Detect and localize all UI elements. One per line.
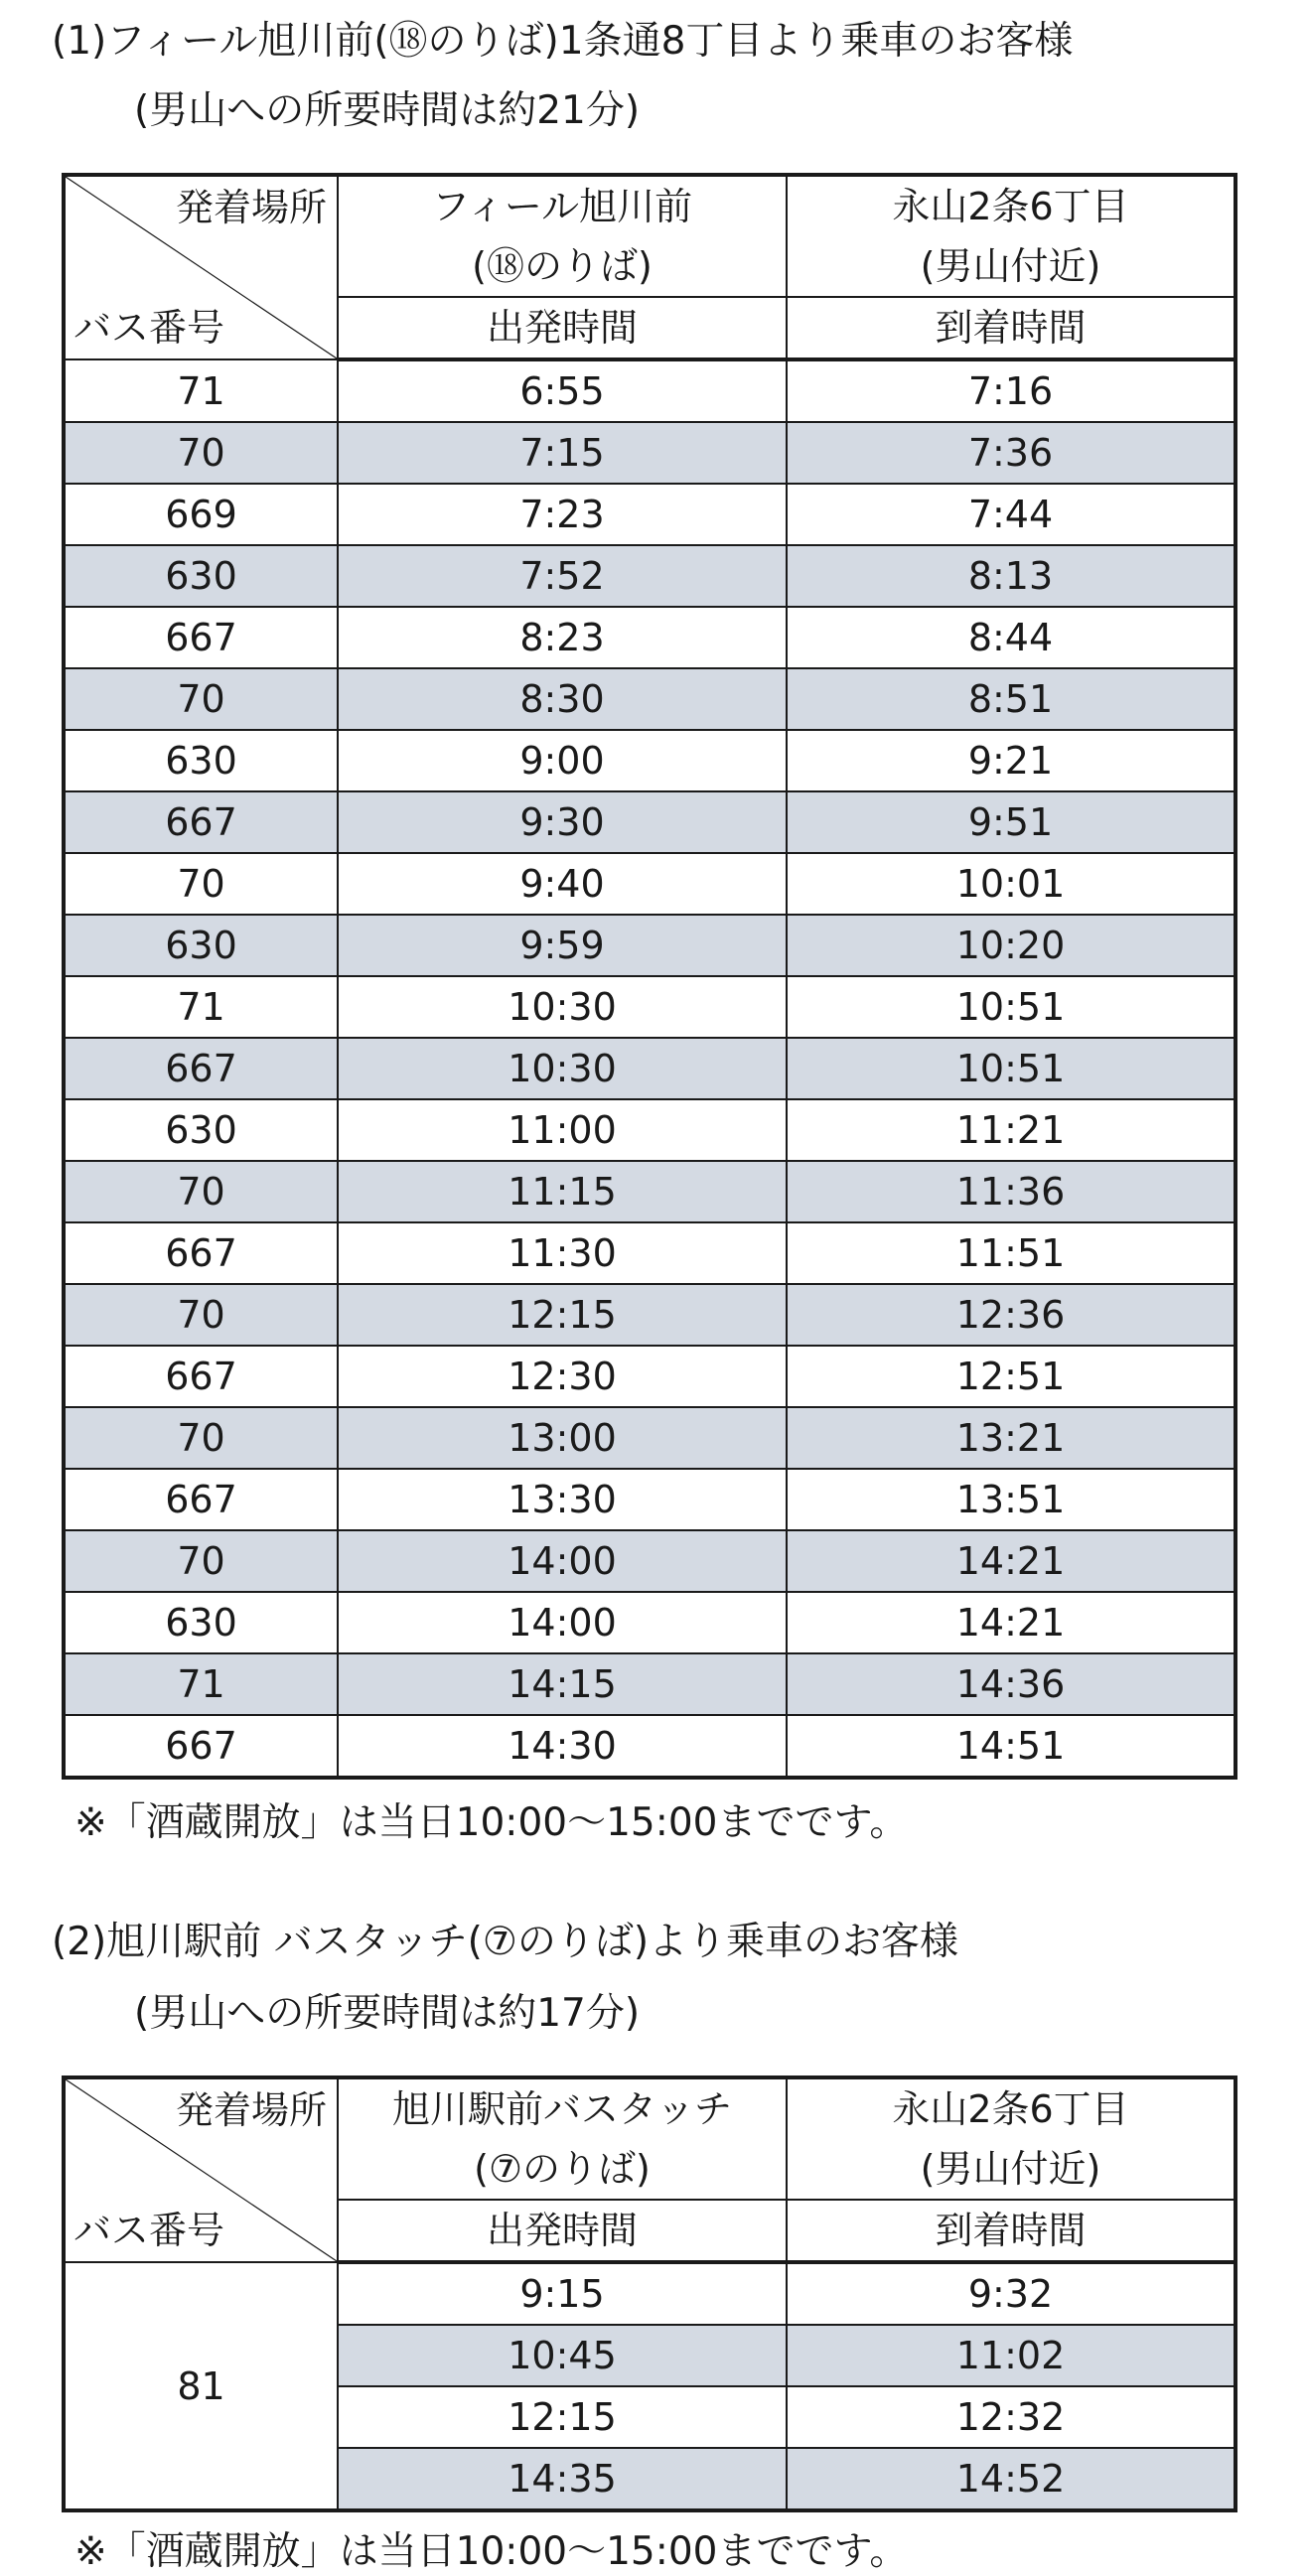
arrival-time-cell: 12:51 <box>787 1346 1235 1407</box>
departure-time-cell: 12:30 <box>338 1346 787 1407</box>
departure-time-cell: 11:30 <box>338 1222 787 1284</box>
departure-time-cell: 10:30 <box>338 1038 787 1099</box>
departure-time-cell: 14:15 <box>338 1653 787 1715</box>
arrival-time-cell: 9:21 <box>787 730 1235 791</box>
table-row <box>64 853 1235 915</box>
section2-subheading: (男山への所要時間は約17分) <box>134 1991 641 2036</box>
departure-time-cell: 9:15 <box>338 2262 787 2325</box>
arrival-time-cell: 14:51 <box>787 1715 1235 1778</box>
bus-number-cell: 667 <box>64 1222 338 1284</box>
departure-time-cell: 12:15 <box>338 2386 787 2448</box>
departure-time-cell: 8:23 <box>338 607 787 668</box>
departure-time-cell: 10:45 <box>338 2325 787 2386</box>
bus-number-cell: 630 <box>64 730 338 791</box>
table-row <box>64 607 1235 668</box>
departure-time-cell: 7:23 <box>338 484 787 545</box>
departure-time-cell: 14:00 <box>338 1592 787 1653</box>
table-row <box>64 2262 1235 2325</box>
arrival-time-cell: 11:36 <box>787 1161 1235 1222</box>
arrival-time-cell: 12:32 <box>787 2386 1235 2448</box>
timetable-1 <box>62 173 1237 1780</box>
departure-time-header: 出発時間 <box>338 2200 787 2262</box>
table-row <box>64 1530 1235 1592</box>
to-stop-name: 永山2条6丁目 <box>892 185 1129 228</box>
corner-header-cell <box>64 2077 338 2262</box>
arrival-time-cell: 13:51 <box>787 1469 1235 1530</box>
arrival-time-cell: 12:36 <box>787 1284 1235 1346</box>
table-row <box>64 1038 1235 1099</box>
table-row <box>64 1715 1235 1778</box>
bus-number-cell: 630 <box>64 1592 338 1653</box>
table-row <box>64 1469 1235 1530</box>
departure-time-cell: 8:30 <box>338 668 787 730</box>
section1-note: ※「酒蔵開放」は当日10:00〜15:00までです。 <box>74 1800 909 1845</box>
bus-number-cell: 71 <box>64 976 338 1038</box>
corner-bus-label: バス番号 <box>73 2209 225 2252</box>
departure-time-header: 出発時間 <box>338 297 787 359</box>
table-row <box>64 1161 1235 1222</box>
section1-subheading: (男山への所要時間は約21分) <box>134 88 641 133</box>
arrival-time-cell: 14:36 <box>787 1653 1235 1715</box>
bus-number-cell: 71 <box>64 359 338 422</box>
departure-time-cell: 11:00 <box>338 1099 787 1161</box>
bus-number-cell: 667 <box>64 1038 338 1099</box>
table-row <box>64 484 1235 545</box>
bus-number-cell: 70 <box>64 1161 338 1222</box>
to-stop-area: (男山付近) <box>920 2147 1101 2191</box>
departure-time-cell: 12:15 <box>338 1284 787 1346</box>
bus-number-cell: 667 <box>64 1346 338 1407</box>
arrival-time-cell: 14:52 <box>787 2448 1235 2510</box>
section1-heading: (1)フィール旭川前(⑱のりば)1条通8丁目より乗車のお客様 <box>52 19 1074 64</box>
bus-number-cell: 630 <box>64 1099 338 1161</box>
bus-number-cell: 667 <box>64 1469 338 1530</box>
table-row <box>64 359 1235 422</box>
bus-number-cell: 70 <box>64 1284 338 1346</box>
departure-time-cell: 9:00 <box>338 730 787 791</box>
arrival-time-cell: 8:51 <box>787 668 1235 730</box>
bus-number-cell: 70 <box>64 1407 338 1469</box>
table-row <box>64 1099 1235 1161</box>
bus-number-cell: 669 <box>64 484 338 545</box>
bus-number-cell: 81 <box>64 2262 338 2510</box>
departure-time-cell: 7:15 <box>338 422 787 484</box>
arrival-time-cell: 11:51 <box>787 1222 1235 1284</box>
table-row <box>64 422 1235 484</box>
table-row <box>64 1346 1235 1407</box>
departure-time-cell: 13:30 <box>338 1469 787 1530</box>
arrival-time-cell: 9:32 <box>787 2262 1235 2325</box>
table-row <box>64 915 1235 976</box>
from-stop-name: フィール旭川前 <box>431 185 693 228</box>
from-stop-header <box>338 175 787 297</box>
departure-time-cell: 9:59 <box>338 915 787 976</box>
arrival-time-cell: 7:16 <box>787 359 1235 422</box>
arrival-time-cell: 13:21 <box>787 1407 1235 1469</box>
arrival-time-cell: 10:20 <box>787 915 1235 976</box>
table-row <box>64 976 1235 1038</box>
departure-time-cell: 6:55 <box>338 359 787 422</box>
table-row <box>64 668 1235 730</box>
bus-number-cell: 71 <box>64 1653 338 1715</box>
bus-number-cell: 667 <box>64 607 338 668</box>
from-stop-platform: (⑱のりば) <box>472 244 653 288</box>
bus-number-cell: 70 <box>64 668 338 730</box>
from-stop-header <box>338 2077 787 2200</box>
table-row <box>64 1653 1235 1715</box>
departure-time-cell: 7:52 <box>338 545 787 607</box>
from-stop-platform: (⑦のりば) <box>474 2147 651 2191</box>
from-stop-name: 旭川駅前バスタッチ <box>391 2087 732 2131</box>
to-stop-area: (男山付近) <box>920 244 1101 288</box>
arrival-time-cell: 7:36 <box>787 422 1235 484</box>
arrival-time-cell: 8:44 <box>787 607 1235 668</box>
bus-number-cell: 630 <box>64 545 338 607</box>
arrival-time-cell: 11:02 <box>787 2325 1235 2386</box>
arrival-time-header: 到着時間 <box>787 2200 1235 2262</box>
corner-place-label: 発着場所 <box>175 2088 327 2132</box>
section2-heading: (2)旭川駅前 バスタッチ(⑦のりば)より乗車のお客様 <box>52 1920 959 1964</box>
arrival-time-cell: 8:13 <box>787 545 1235 607</box>
section2-note: ※「酒蔵開放」は当日10:00〜15:00までです。 <box>74 2529 909 2574</box>
bus-number-cell: 70 <box>64 1530 338 1592</box>
table-row <box>64 1284 1235 1346</box>
to-stop-name: 永山2条6丁目 <box>892 2087 1129 2131</box>
corner-place-label: 発着場所 <box>175 186 327 229</box>
departure-time-cell: 14:00 <box>338 1530 787 1592</box>
arrival-time-cell: 10:51 <box>787 1038 1235 1099</box>
arrival-time-header: 到着時間 <box>787 297 1235 359</box>
bus-number-cell: 630 <box>64 915 338 976</box>
departure-time-cell: 14:30 <box>338 1715 787 1778</box>
bus-number-cell: 70 <box>64 853 338 915</box>
departure-time-cell: 13:00 <box>338 1407 787 1469</box>
table-row <box>64 1592 1235 1653</box>
arrival-time-cell: 14:21 <box>787 1592 1235 1653</box>
arrival-time-cell: 10:51 <box>787 976 1235 1038</box>
arrival-time-cell: 11:21 <box>787 1099 1235 1161</box>
departure-time-cell: 14:35 <box>338 2448 787 2510</box>
arrival-time-cell: 10:01 <box>787 853 1235 915</box>
timetable-2 <box>62 2075 1237 2512</box>
arrival-time-cell: 9:51 <box>787 791 1235 853</box>
bus-number-cell: 667 <box>64 1715 338 1778</box>
departure-time-cell: 11:15 <box>338 1161 787 1222</box>
table-row <box>64 730 1235 791</box>
departure-time-cell: 9:40 <box>338 853 787 915</box>
table-row <box>64 545 1235 607</box>
corner-bus-label: バス番号 <box>73 306 225 350</box>
to-stop-header <box>787 175 1235 297</box>
departure-time-cell: 10:30 <box>338 976 787 1038</box>
table-row <box>64 791 1235 853</box>
corner-header-cell <box>64 175 338 359</box>
table-row <box>64 1222 1235 1284</box>
to-stop-header <box>787 2077 1235 2200</box>
departure-time-cell: 9:30 <box>338 791 787 853</box>
arrival-time-cell: 7:44 <box>787 484 1235 545</box>
bus-number-cell: 70 <box>64 422 338 484</box>
bus-number-cell: 667 <box>64 791 338 853</box>
table-row <box>64 1407 1235 1469</box>
arrival-time-cell: 14:21 <box>787 1530 1235 1592</box>
